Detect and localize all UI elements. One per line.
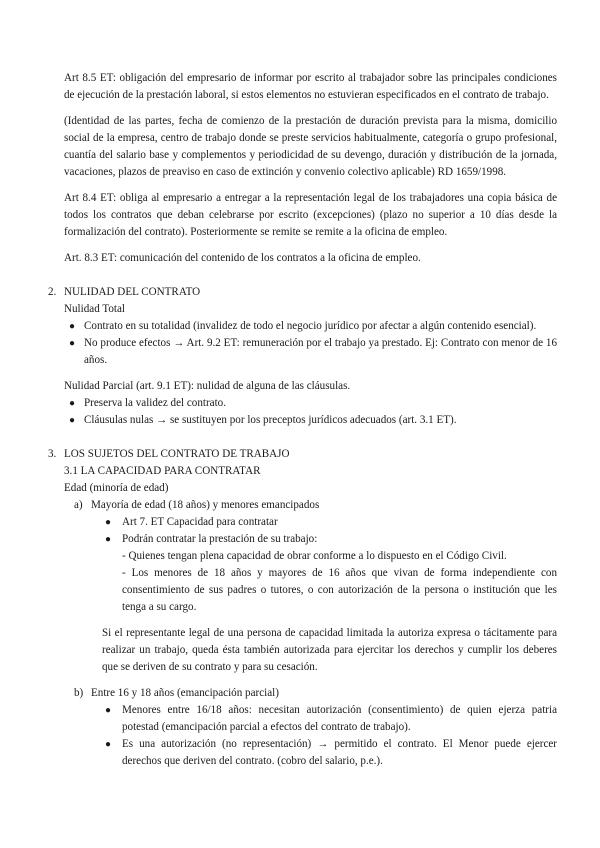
paragraph-art-8-5: Art 8.5 ET: obligación del empresario de informar por escrito al trabajador sobre las principales condiciones de ejecución de la prestación laboral, si estos elementos no estuvieran especificados en el contrato de trabajo. bbox=[64, 72, 557, 101]
bullet-icon: ● bbox=[69, 321, 76, 332]
section-3-title: LOS SUJETOS DEL CONTRATO DE TRABAJO bbox=[64, 448, 290, 460]
paragraph-art-8-4: Art 8.4 ET: obliga al empresario a entregar a la representación legal de los trabajadores una copia básica de todos los contratos que deban celebrarse por escrito (excepciones) (plazo no superior a 10 días desde la formalización del contrato). Posteriormente se remite se remite a la oficina de empleo. bbox=[64, 192, 557, 238]
list-item-text: Es una autorización (no representación) → permitido el contrato. El Menor puede ejercer derechos que deriven del contrato. (cobro del salario, p.e.). bbox=[122, 738, 557, 767]
subsection-b-title: Entre 16 y 18 años (emancipación parcial) bbox=[91, 687, 279, 699]
nulidad-total-label: Nulidad Total bbox=[64, 303, 125, 315]
bullet-icon: ● bbox=[69, 398, 76, 409]
subsection-a-heading bbox=[64, 497, 557, 514]
list-item-text: Cláusulas nulas → se sustituyen por los preceptos jurídicos adecuados (art. 3.1 ET). bbox=[84, 414, 457, 426]
section-3-1-title: 3.1 LA CAPACIDAD PARA CONTRATAR bbox=[64, 465, 261, 477]
list-item-text: Art 7. ET Capacidad para contratar bbox=[122, 516, 278, 528]
section-nulidad bbox=[48, 284, 557, 429]
paragraph-representante: Si el representante legal de una persona de capacidad limitada la autoriza expresa o tácitamente para realizar un trabajo, queda ésta también autorizada para ejercitar los derechos y cumplir los deberes que se deriven de su contrato y para su cesación. bbox=[102, 627, 557, 673]
list-item-text: Preserva la validez del contrato. bbox=[84, 397, 226, 409]
dash-item-capacidad: - Quienes tengan plena capacidad de obrar conforme a lo dispuesto en el Código Civil. bbox=[122, 550, 507, 562]
list-item bbox=[102, 531, 557, 548]
section-3-number: 3. bbox=[48, 448, 57, 460]
section-sujetos bbox=[48, 446, 557, 770]
list-item bbox=[102, 736, 557, 770]
list-item bbox=[64, 412, 557, 429]
edad-label: Edad (minoría de edad) bbox=[64, 482, 169, 494]
list-item bbox=[102, 702, 557, 736]
bullet-icon: ● bbox=[105, 705, 112, 716]
list-item bbox=[102, 514, 557, 531]
section-2-title: NULIDAD DEL CONTRATO bbox=[64, 286, 201, 298]
bullet-icon: ● bbox=[69, 338, 76, 349]
nulidad-parcial-label: Nulidad Parcial (art. 9.1 ET): nulidad de alguna de las cláusulas. bbox=[64, 380, 351, 392]
bullet-icon: ● bbox=[105, 739, 112, 750]
subsection-b-heading bbox=[64, 685, 557, 702]
subsection-b-marker: b) bbox=[74, 687, 84, 699]
subsection-a-title: Mayoría de edad (18 años) y menores emancipados bbox=[91, 499, 320, 511]
bullet-icon: ● bbox=[105, 534, 112, 545]
paragraph-identidad: (Identidad de las partes, fecha de comienzo de la prestación de duración prevista para la misma, domicilio social de la empresa, centro de trabajo donde se preste servicios habitualmente, categoría o grupo profesional, cuantía del salario base y complementos y periodicidad de su devengo, duración y distribución de la jornada, vacaciones, plazos de preaviso en caso de extinción y convenio colectivo aplicable) RD 1659/1998. bbox=[64, 115, 557, 178]
list-item-text: Contrato en su totalidad (invalidez de todo el negocio jurídico por afectar a algún contenido esencial). bbox=[84, 320, 537, 332]
subsection-a-marker: a) bbox=[74, 499, 83, 511]
section-2-heading bbox=[48, 284, 557, 301]
list-item-text: Podrán contratar la prestación de su trabajo: bbox=[122, 533, 318, 545]
list-item bbox=[64, 318, 557, 335]
list-item-text: No produce efectos → Art. 9.2 ET: remuneración por el trabajo ya prestado. Ej: Contrato con menor de 16 años. bbox=[84, 337, 557, 366]
section-2-number: 2. bbox=[48, 286, 57, 298]
paragraph-art-8-3: Art. 8.3 ET: comunicación del contenido de los contratos a la oficina de empleo. bbox=[64, 252, 421, 264]
dash-item-menores: - Los menores de 18 años y mayores de 16 años que vivan de forma independiente con consentimiento de sus padres o tutores, o con autorización de la persona o institución que les tenga a su cargo. bbox=[122, 567, 557, 613]
list-item-text: Menores entre 16/18 años: necesitan autorización (consentimiento) de quien ejerza patria potestad (emancipación parcial a efectos del contrato de trabajo). bbox=[122, 704, 557, 733]
section-3-heading bbox=[48, 446, 557, 463]
list-item bbox=[64, 335, 557, 369]
list-item bbox=[64, 395, 557, 412]
bullet-icon: ● bbox=[69, 415, 76, 426]
bullet-icon: ● bbox=[105, 517, 112, 528]
